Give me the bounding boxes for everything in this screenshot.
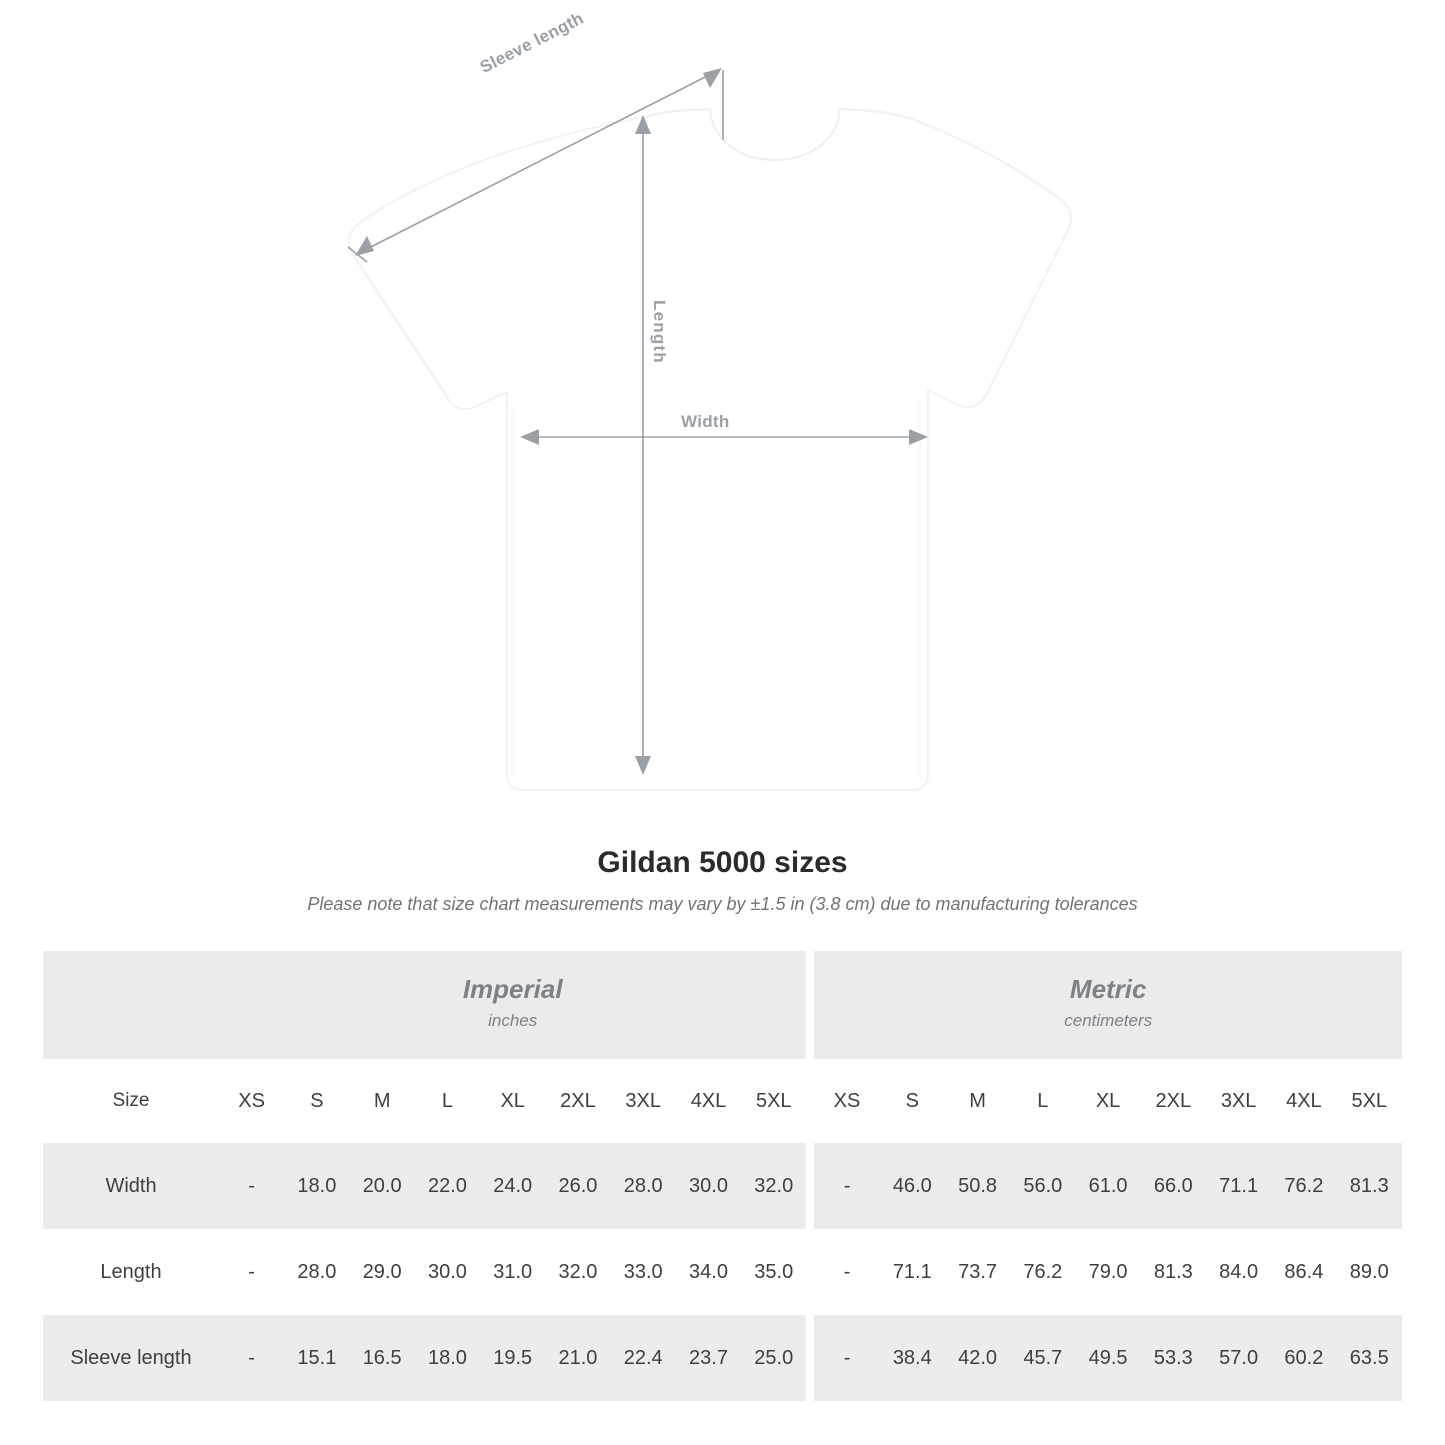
cell-length-metric-m: 73.7: [945, 1229, 1010, 1315]
cell-width-metric-m: 50.8: [945, 1143, 1010, 1229]
row-label-length: Length: [43, 1229, 219, 1315]
size-header-imperial-3xl: 3XL: [611, 1059, 676, 1143]
cell-sleeve-metric-s: 38.4: [880, 1315, 945, 1401]
table-row: [43, 1315, 1402, 1401]
metric-unit-sub: centimeters: [1064, 1011, 1153, 1031]
cell-length-metric-s: 71.1: [880, 1229, 945, 1315]
imperial-unit-sub: inches: [488, 1011, 538, 1031]
cell-width-imperial-4xl: 30.0: [676, 1143, 741, 1229]
size-header-metric-4xl: 4XL: [1271, 1059, 1336, 1143]
size-header-imperial-xl: XL: [480, 1059, 545, 1143]
length-dimension-label: Length: [650, 300, 669, 364]
cell-width-imperial-l: 22.0: [415, 1143, 480, 1229]
cell-length-imperial-s: 28.0: [284, 1229, 349, 1315]
cell-width-imperial-xl: 24.0: [480, 1143, 545, 1229]
size-header-imperial-s: S: [284, 1059, 349, 1143]
cell-width-imperial-3xl: 28.0: [611, 1143, 676, 1229]
cell-width-metric-s: 46.0: [880, 1143, 945, 1229]
size-chart-table-wrapper: [43, 951, 1402, 1401]
cell-sleeve-imperial-3xl: 22.4: [611, 1315, 676, 1401]
unit-header-row: [43, 951, 1402, 1059]
cell-sleeve-imperial-s: 15.1: [284, 1315, 349, 1401]
size-header-metric-3xl: 3XL: [1206, 1059, 1271, 1143]
cell-sleeve-metric-l: 45.7: [1010, 1315, 1075, 1401]
cell-width-metric-2xl: 66.0: [1141, 1143, 1206, 1229]
size-header-imperial-5xl: 5XL: [741, 1059, 806, 1143]
page-title: Gildan 5000 sizes: [597, 846, 848, 879]
size-header-gap: [806, 1059, 814, 1143]
cell-sleeve-metric-4xl: 60.2: [1271, 1315, 1336, 1401]
row-gap-length: [806, 1229, 814, 1315]
unit-header-gap: [806, 951, 814, 1059]
cell-width-metric-l: 56.0: [1010, 1143, 1075, 1229]
size-header-row: [43, 1059, 1402, 1143]
cell-length-imperial-l: 30.0: [415, 1229, 480, 1315]
cell-width-imperial-2xl: 26.0: [545, 1143, 610, 1229]
cell-sleeve-imperial-5xl: 25.0: [741, 1315, 806, 1401]
sleeve-length-dimension-label: Sleeve length: [477, 8, 587, 77]
cell-sleeve-metric-m: 42.0: [945, 1315, 1010, 1401]
cell-width-metric-4xl: 76.2: [1271, 1143, 1336, 1229]
size-header-imperial-2xl: 2XL: [545, 1059, 610, 1143]
size-chart-table: [43, 951, 1402, 1401]
size-header-metric-2xl: 2XL: [1141, 1059, 1206, 1143]
cell-length-metric-xs: -: [814, 1229, 879, 1315]
row-label-width: Width: [43, 1143, 219, 1229]
cell-length-imperial-xl: 31.0: [480, 1229, 545, 1315]
cell-width-imperial-s: 18.0: [284, 1143, 349, 1229]
row-gap-width: [806, 1143, 814, 1229]
size-header-imperial-l: L: [415, 1059, 480, 1143]
cell-length-imperial-5xl: 35.0: [741, 1229, 806, 1315]
cell-length-metric-5xl: 89.0: [1337, 1229, 1402, 1315]
cell-length-metric-3xl: 84.0: [1206, 1229, 1271, 1315]
cell-sleeve-metric-3xl: 57.0: [1206, 1315, 1271, 1401]
metric-unit-header: [814, 951, 1402, 1059]
size-row-label: Size: [43, 1059, 219, 1143]
size-header-metric-xs: XS: [814, 1059, 879, 1143]
cell-length-metric-2xl: 81.3: [1141, 1229, 1206, 1315]
cell-sleeve-metric-2xl: 53.3: [1141, 1315, 1206, 1401]
cell-sleeve-metric-xs: -: [814, 1315, 879, 1401]
cell-sleeve-metric-xl: 49.5: [1075, 1315, 1140, 1401]
imperial-unit-header: [219, 951, 806, 1059]
size-header-metric-m: M: [945, 1059, 1010, 1143]
size-header-metric-xl: XL: [1075, 1059, 1140, 1143]
cell-width-metric-xs: -: [814, 1143, 879, 1229]
cell-sleeve-imperial-2xl: 21.0: [545, 1315, 610, 1401]
cell-length-metric-4xl: 86.4: [1271, 1229, 1336, 1315]
cell-width-imperial-5xl: 32.0: [741, 1143, 806, 1229]
cell-sleeve-imperial-l: 18.0: [415, 1315, 480, 1401]
cell-length-imperial-2xl: 32.0: [545, 1229, 610, 1315]
cell-length-imperial-m: 29.0: [350, 1229, 415, 1315]
size-header-metric-s: S: [880, 1059, 945, 1143]
cell-sleeve-imperial-xl: 19.5: [480, 1315, 545, 1401]
width-dimension-label: Width: [681, 412, 730, 431]
size-header-metric-5xl: 5XL: [1337, 1059, 1402, 1143]
cell-width-metric-5xl: 81.3: [1337, 1143, 1402, 1229]
size-header-metric-l: L: [1010, 1059, 1075, 1143]
cell-width-imperial-m: 20.0: [350, 1143, 415, 1229]
cell-length-metric-xl: 79.0: [1075, 1229, 1140, 1315]
cell-width-metric-xl: 61.0: [1075, 1143, 1140, 1229]
tolerance-note: Please note that size chart measurements may vary by ±1.5 in (3.8 cm) due to manufacturing tolerances: [307, 894, 1138, 914]
cell-length-imperial-3xl: 33.0: [611, 1229, 676, 1315]
metric-unit-name: Metric: [1069, 973, 1147, 1004]
cell-length-metric-l: 76.2: [1010, 1229, 1075, 1315]
imperial-unit-name: Imperial: [462, 973, 563, 1004]
cell-width-imperial-xs: -: [219, 1143, 284, 1229]
unit-header-spacer: [43, 951, 219, 1059]
row-gap-sleeve: [806, 1315, 814, 1401]
cell-width-metric-3xl: 71.1: [1206, 1143, 1271, 1229]
cell-sleeve-imperial-xs: -: [219, 1315, 284, 1401]
cell-length-imperial-4xl: 34.0: [676, 1229, 741, 1315]
size-header-imperial-4xl: 4XL: [676, 1059, 741, 1143]
size-header-imperial-xs: XS: [219, 1059, 284, 1143]
row-label-sleeve-length: Sleeve length: [43, 1315, 219, 1401]
cell-sleeve-imperial-m: 16.5: [350, 1315, 415, 1401]
cell-sleeve-imperial-4xl: 23.7: [676, 1315, 741, 1401]
chart-title-block: [0, 846, 1445, 915]
table-row: [43, 1143, 1402, 1229]
cell-sleeve-metric-5xl: 63.5: [1337, 1315, 1402, 1401]
cell-length-imperial-xs: -: [219, 1229, 284, 1315]
size-header-imperial-m: M: [350, 1059, 415, 1143]
table-row: [43, 1229, 1402, 1315]
tshirt-icon: [349, 109, 1072, 790]
